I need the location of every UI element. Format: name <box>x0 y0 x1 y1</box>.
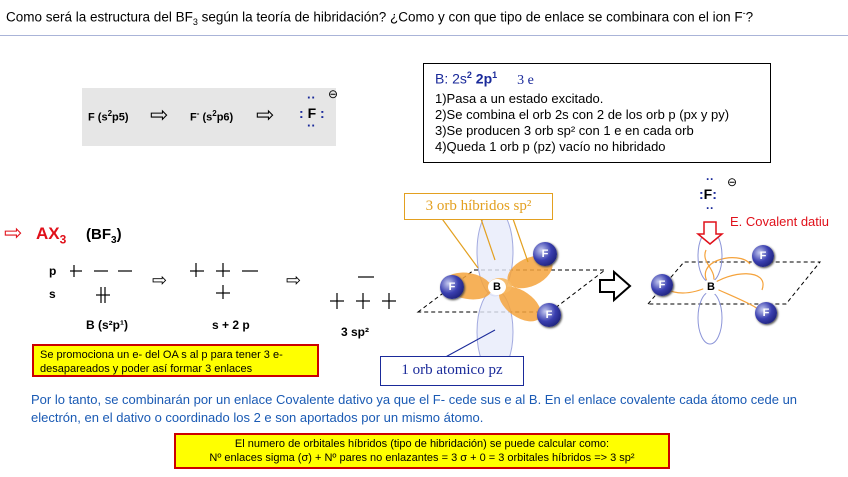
fluoride-bottom-dots: ·· <box>706 201 714 215</box>
dative-bond-arrow-icon <box>698 222 722 244</box>
arrow-icon-3: ⇨ <box>152 270 168 290</box>
header-divider <box>0 35 848 36</box>
formula-note-line2: Nº enlaces sigma (σ) + Nº pares no enlazantes = 3 σ + 0 = 3 orbitales híbridos => 3 sp² <box>209 452 635 464</box>
fluorine-atom-right-1: F <box>651 274 673 296</box>
bf3-sub: 3 <box>111 235 117 246</box>
s-label: s <box>49 287 56 301</box>
charge-icon: ⊖ <box>328 87 339 101</box>
lewis-right-dots: : <box>320 105 325 121</box>
fluorine-atom-left: F <box>440 275 464 299</box>
question-sup: - <box>742 8 746 18</box>
promotion-note-line2: desapareados y poder así formar 3 enlaces <box>40 363 253 375</box>
f-label: F (s <box>88 111 108 124</box>
question-sub: 3 <box>192 17 198 28</box>
fminus-end: p6) <box>216 111 234 124</box>
pz-callout: 1 orb atomico pz <box>380 356 524 386</box>
p-label: p <box>49 264 57 278</box>
fminus-sup: - <box>196 109 200 118</box>
fluoride-symbol: F <box>703 186 713 202</box>
hybrid-label: 3 sp² <box>341 325 370 339</box>
fminus-rest: (s <box>199 111 213 124</box>
question-text <box>6 8 753 27</box>
fluorine-atom-bottom: F <box>537 303 561 327</box>
fluorine-atom-right-3: F <box>755 302 777 324</box>
lewis-left-dots: : <box>299 105 304 121</box>
boron-step-4: 4)Queda 1 orb p (pz) vacío no hibridado <box>435 139 666 154</box>
lewis-top-dots: ·· <box>307 90 316 105</box>
fminus-config-label <box>190 109 233 124</box>
fluoride-right-dots: : <box>712 186 717 202</box>
formula-note <box>174 433 670 469</box>
boron-atom-left: B <box>488 279 506 295</box>
arrow-icon-2: ⇨ <box>256 102 275 127</box>
formula-note-line1: El numero de orbitales híbridos (tipo de hibridación) se puede calcular como: <box>234 438 610 450</box>
ax3-label <box>36 224 66 246</box>
boron-title-prefix: B: 2s <box>435 70 467 87</box>
fluorine-box <box>82 87 339 146</box>
bf3-end: ) <box>116 226 122 243</box>
transform-arrow-icon <box>600 272 630 300</box>
promotion-note-line1: Se promociona un e- del OA s al p para tener 3 e- <box>40 349 283 361</box>
fminus-sup2: 2 <box>212 109 217 118</box>
ax3-arrow-icon: ⇨ <box>4 220 23 245</box>
boron-title-sup1: 2 <box>466 70 472 80</box>
fluorine-atom-top: F <box>533 242 557 266</box>
arrow-icon-4: ⇨ <box>286 270 302 290</box>
boron-config-title <box>435 70 534 89</box>
excited-state-label: s + 2 p <box>212 318 250 332</box>
boron-atom-right: B <box>703 279 719 295</box>
question-part1: Como será la estructura del BF <box>6 9 193 25</box>
boron-title-mid: 2p <box>471 70 493 87</box>
dative-callout: E. Covalent datiu <box>730 214 830 229</box>
boron-electrons: 3 e <box>517 72 534 88</box>
lewis-symbol: F <box>307 105 317 121</box>
ground-state-label: B (s²p¹) <box>86 318 128 332</box>
boron-title-sup2: 1 <box>492 70 498 80</box>
question-part3: ? <box>745 9 754 25</box>
fluoride-ion <box>699 186 717 202</box>
explanation-text: Por lo tanto, se combinarán por un enlace Covalente dativo ya que el F- cede sus e al B. En el enlace covalente cada átomo cede un electrón, en el dativo o coordinado los 2 e son aportados por un mismo átomo. <box>31 392 798 425</box>
fluoride-charge-icon: ⊖ <box>727 175 738 189</box>
ax3-sub: 3 <box>59 232 67 247</box>
bf3-text: (BF <box>86 226 111 243</box>
boron-info-box <box>423 63 771 163</box>
boron-step-3: 3)Se producen 3 orb sp² con 1 e en cada orb <box>435 123 694 138</box>
f-config-label <box>88 109 129 124</box>
fluorine-atom-right-2: F <box>752 245 774 267</box>
promotion-note <box>32 344 319 377</box>
fluoride-top-dots: ·· <box>706 172 714 186</box>
sp2-callout: 3 orb híbridos sp² <box>404 193 553 220</box>
bf3-label <box>86 226 122 246</box>
question-part2: según la teoría de hibridación? ¿Como y con que tipo de enlace se combinara con el ion F <box>197 9 743 25</box>
fluoride-left-dots: : <box>699 186 704 202</box>
boron-step-2: 2)Se combina el orb 2s con 2 de los orb p (px y py) <box>435 107 730 122</box>
f-sup: 2 <box>107 109 113 118</box>
ax3-text: AX <box>36 224 60 243</box>
f-mid: p5) <box>112 111 129 124</box>
boron-step-1: 1)Pasa a un estado excitado. <box>435 91 604 106</box>
lewis-bottom-dots: ·· <box>307 118 316 133</box>
fminus-label: F <box>190 111 197 124</box>
arrow-icon-1: ⇨ <box>150 102 169 127</box>
